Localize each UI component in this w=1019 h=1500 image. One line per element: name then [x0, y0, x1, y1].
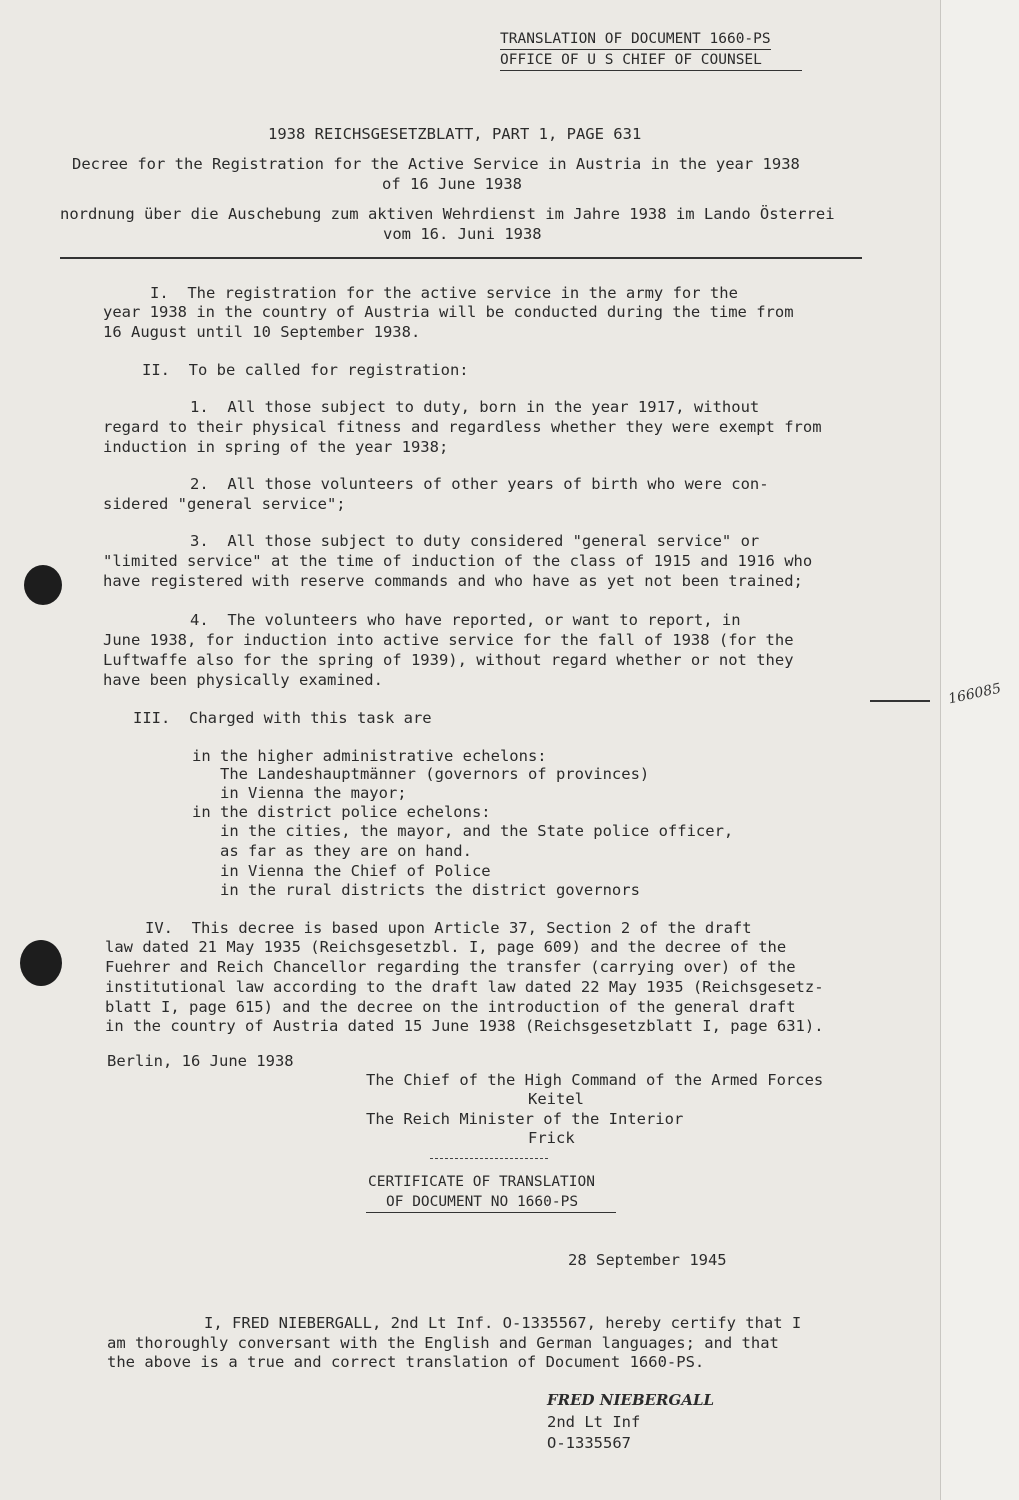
item-1-line-1: 1. All those subject to duty, born in the year 1917, without — [190, 398, 760, 416]
signatory-2-name: Frick — [528, 1129, 575, 1147]
signatory-2-title: The Reich Minister of the Interior — [366, 1110, 684, 1128]
translator-serial: O-1335567 — [547, 1434, 631, 1452]
certificate-text-line-2: am thoroughly conversant with the English and German languages; and that — [107, 1334, 779, 1352]
dashed-separator — [430, 1158, 548, 1159]
section-3-item: in Vienna the Chief of Police — [192, 862, 491, 880]
signatory-1-name: Keitel — [528, 1090, 584, 1108]
section-3-item: The Landeshauptmänner (governors of provinces) — [192, 765, 650, 783]
section-4-line-4: institutional law according to the draft law dated 22 May 1935 (Reichsgesetz- — [105, 978, 824, 996]
section-3-item: in the cities, the mayor, and the State police officer, — [192, 822, 734, 840]
punch-hole — [20, 940, 62, 986]
section-1-line-3: 16 August until 10 September 1938. — [103, 323, 421, 341]
english-title-line-2: of 16 June 1938 — [382, 175, 522, 193]
section-3-heading: III. Charged with this task are — [133, 709, 432, 727]
title-divider — [60, 257, 862, 259]
section-3-item: in the higher administrative echelons: — [192, 747, 547, 765]
english-title-line-1: Decree for the Registration for the Active Service in Austria in the year 1938 — [72, 155, 800, 173]
certificate-text-line-3: the above is a true and correct translation of Document 1660-PS. — [107, 1353, 705, 1371]
translator-signature: FRED NIEBERGALL — [547, 1391, 715, 1409]
german-title-line-1: nordnung über die Auschebung zum aktiven Wehrdienst im Jahre 1938 im Lando Österrei — [60, 205, 835, 223]
translator-rank: 2nd Lt Inf — [547, 1413, 641, 1431]
margin-stamp: 166085 — [946, 680, 1003, 708]
place-date: Berlin, 16 June 1938 — [107, 1052, 294, 1070]
section-2-heading: II. To be called for registration: — [142, 361, 469, 379]
certificate-heading-2: OF DOCUMENT NO 1660-PS — [386, 1194, 579, 1210]
signatory-1-title: The Chief of the High Command of the Armed Forces — [366, 1071, 824, 1089]
item-4-line-1: 4. The volunteers who have reported, or want to report, in — [190, 611, 741, 629]
item-4-line-3: Luftwaffe also for the spring of 1939), without regard whether or not they — [103, 651, 794, 669]
punch-hole — [24, 565, 62, 605]
section-4-line-6: in the country of Austria dated 15 June 1938 (Reichsgesetzblatt I, page 631). — [105, 1017, 824, 1035]
certificate-underline — [366, 1212, 616, 1213]
certificate-heading-1: CERTIFICATE OF TRANSLATION — [368, 1174, 595, 1190]
header-line-2: OFFICE OF U S CHIEF OF COUNSEL — [500, 52, 762, 68]
section-3-item: in the rural districts the district governors — [192, 881, 640, 899]
section-3-item: in the district police echelons: — [192, 803, 491, 821]
item-4-line-2: June 1938, for induction into active service for the fall of 1938 (for the — [103, 631, 794, 649]
certificate-date: 28 September 1945 — [568, 1251, 727, 1269]
header-line-1: TRANSLATION OF DOCUMENT 1660-PS — [500, 29, 771, 50]
item-2-line-1: 2. All those volunteers of other years of birth who were con- — [190, 475, 769, 493]
item-2-line-2: sidered "general service"; — [103, 495, 346, 513]
section-1-line-2: year 1938 in the country of Austria will be conducted during the time from — [103, 303, 794, 321]
item-1-line-3: induction in spring of the year 1938; — [103, 438, 449, 456]
section-3-item: in Vienna the mayor; — [192, 784, 407, 802]
section-4-line-2: law dated 21 May 1935 (Reichsgesetzbl. I, page 609) and the decree of the — [105, 938, 787, 956]
section-4-line-5: blatt I, page 615) and the decree on the introduction of the general draft — [105, 998, 796, 1016]
section-4-line-3: Fuehrer and Reich Chancellor regarding the transfer (carrying over) of the — [105, 958, 796, 976]
item-1-line-2: regard to their physical fitness and regardless whether they were exempt from — [103, 418, 822, 436]
item-3-line-3: have registered with reserve commands and who have as yet not been trained; — [103, 572, 803, 590]
certificate-text-line-1: I, FRED NIEBERGALL, 2nd Lt Inf. O-1335567, hereby certify that I — [204, 1314, 802, 1332]
margin-mark — [870, 700, 930, 702]
item-4-line-4: have been physically examined. — [103, 671, 383, 689]
item-3-line-1: 3. All those subject to duty considered "general service" or — [190, 532, 760, 550]
translation-header — [500, 28, 802, 71]
german-title-line-2: vom 16. Juni 1938 — [383, 225, 542, 243]
item-3-line-2: "limited service" at the time of induction of the class of 1915 and 1916 who — [103, 552, 813, 570]
section-1-line-1: I. The registration for the active service in the army for the — [150, 284, 738, 302]
section-3-item: as far as they are on hand. — [192, 842, 472, 860]
section-4-line-1: IV. This decree is based upon Article 37, Section 2 of the draft — [145, 919, 752, 937]
source-reference: 1938 REICHSGESETZBLATT, PART 1, PAGE 631 — [268, 125, 642, 143]
page-edge — [940, 0, 1019, 1500]
